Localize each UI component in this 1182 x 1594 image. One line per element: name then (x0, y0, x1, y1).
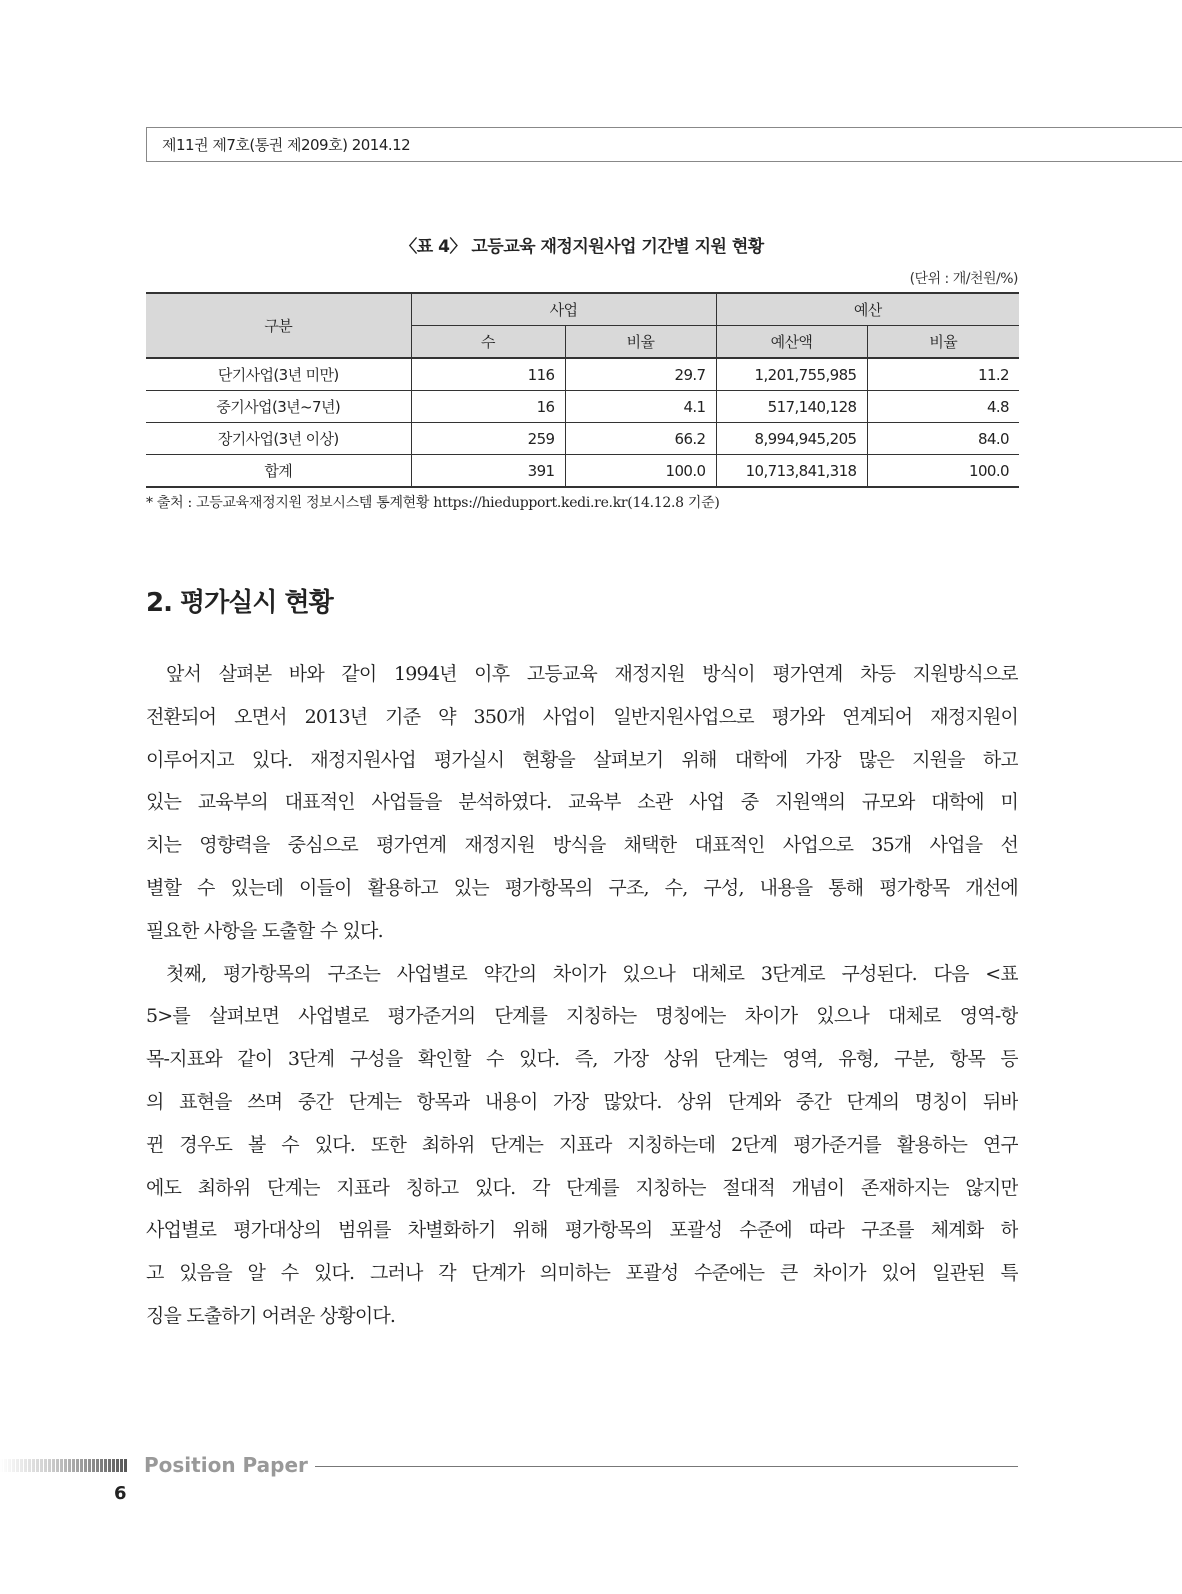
table-cell: 합계 (146, 455, 411, 488)
header-category: 구분 (146, 293, 411, 358)
table-cell: 259 (411, 423, 565, 455)
footer-gradient-bar (0, 1459, 128, 1472)
table-caption: 〈표 4〉 고등교육 재정지원사업 기간별 지원 현황 (400, 237, 764, 257)
table-cell: 29.7 (565, 358, 716, 391)
text-line: 5>를 살펴보면 사업별로 평가준거의 단계를 지칭하는 명칭에는 차이가 있으나 대체로 영역-항 (146, 1005, 1018, 1028)
text-line: 앞서 살펴본 바와 같이 1994년 이후 고등교육 재정지원 방식이 평가연계 차등 지원방식으로 (166, 663, 1018, 685)
table-cell: 100.0 (867, 455, 1019, 488)
text-line: 이루어지고 있다. 재정지원사업 평가실시 현황을 살펴보기 위해 대학에 가장 많은 지원을 하고 (146, 748, 1018, 771)
table-cell: 장기사업(3년 이상) (146, 423, 411, 455)
text-line: 사업별로 평가대상의 범위를 차별화하기 위해 평가항목의 포괄성 수준에 따라 구조를 체계화 하 (146, 1219, 1018, 1242)
table-cell: 391 (411, 455, 565, 488)
footer-rule (315, 1466, 1018, 1467)
body-text (146, 653, 1018, 1338)
data-table (146, 292, 1019, 488)
header-budget: 예산액 (716, 326, 867, 359)
table-row (146, 358, 1019, 391)
text-line: 의 표현을 쓰며 중간 단계는 항목과 내용이 가장 많았다. 상위 단계와 중간 단계의 명칭이 뒤바 (146, 1090, 1018, 1113)
text-line: 에도 최하위 단계는 지표라 칭하고 있다. 각 단계를 지칭하는 절대적 개념이 존재하지는 않지만 (146, 1176, 1018, 1199)
table-cell: 16 (411, 391, 565, 423)
header-count: 수 (411, 326, 565, 359)
text-line: 치는 영향력을 중심으로 평가연계 재정지원 방식을 채택한 대표적인 사업으로 35개 사업을 선 (146, 834, 1018, 857)
text-line: 징을 도출하기 어려운 상황이다. (146, 1304, 396, 1327)
text-line: 뀐 경우도 볼 수 있다. 또한 최하위 단계는 지표라 지칭하는데 2단계 평가준거를 활용하는 연구 (146, 1133, 1018, 1156)
table-cell: 100.0 (565, 455, 716, 488)
text-line: 고 있음을 알 수 있다. 그러나 각 단계가 의미하는 포괄성 수준에는 큰 차이가 있어 일관된 특 (146, 1262, 1018, 1285)
table-cell: 10,713,841,318 (716, 455, 867, 488)
paragraph (146, 653, 1018, 953)
running-header: 제11권 제7호(통권 제209호) 2014.12 (162, 136, 411, 154)
text-line: 전환되어 오면서 2013년 기준 약 350개 사업이 일반지원사업으로 평가와 연계되어 재정지원이 (146, 705, 1018, 728)
table-cell: 84.0 (867, 423, 1019, 455)
table-cell: 517,140,128 (716, 391, 867, 423)
table-cell: 8,994,945,205 (716, 423, 867, 455)
text-line: 있는 교육부의 대표적인 사업들을 분석하였다. 교육부 소관 사업 중 지원액의 규모와 대학에 미 (146, 791, 1018, 814)
header-budget-ratio: 비율 (867, 326, 1019, 359)
table-cell: 66.2 (565, 423, 716, 455)
header-ratio: 비율 (565, 326, 716, 359)
table-row (146, 391, 1019, 423)
paragraph (146, 953, 1018, 1338)
table-cell: 4.1 (565, 391, 716, 423)
table-cell: 중기사업(3년~7년) (146, 391, 411, 423)
text-line: 별할 수 있는데 이들이 활용하고 있는 평가항목의 구조, 수, 구성, 내용을 통해 평가항목 개선에 (146, 876, 1018, 899)
table-unit: (단위 : 개/천원/%) (909, 271, 1018, 287)
page-number: 6 (114, 1483, 127, 1504)
text-line: 목-지표와 같이 3단계 구성을 확인할 수 있다. 즉, 가장 상위 단계는 영역, 유형, 구분, 항목 등 (146, 1048, 1018, 1071)
table-cell: 단기사업(3년 미만) (146, 358, 411, 391)
section-title: 2. 평가실시 현황 (146, 588, 333, 618)
table-cell: 11.2 (867, 358, 1019, 391)
table-cell: 4.8 (867, 391, 1019, 423)
header-business: 사업 (411, 293, 716, 326)
header-budget-group: 예산 (716, 293, 1019, 326)
table-cell: 116 (411, 358, 565, 391)
text-line: 필요한 사항을 도출할 수 있다. (146, 919, 383, 942)
footer-title: Position Paper (144, 1453, 308, 1477)
text-line: 첫째, 평가항목의 구조는 사업별로 약간의 차이가 있으나 대체로 3단계로 구성된다. 다음 <표 (166, 962, 1018, 985)
table-row (146, 455, 1019, 488)
table-cell: 1,201,755,985 (716, 358, 867, 391)
table-row (146, 423, 1019, 455)
table-source: * 출처 : 고등교육재정지원 정보시스템 통계현황 https://hiedupport.kedi.re.kr(14.12.8 기준) (146, 495, 720, 511)
